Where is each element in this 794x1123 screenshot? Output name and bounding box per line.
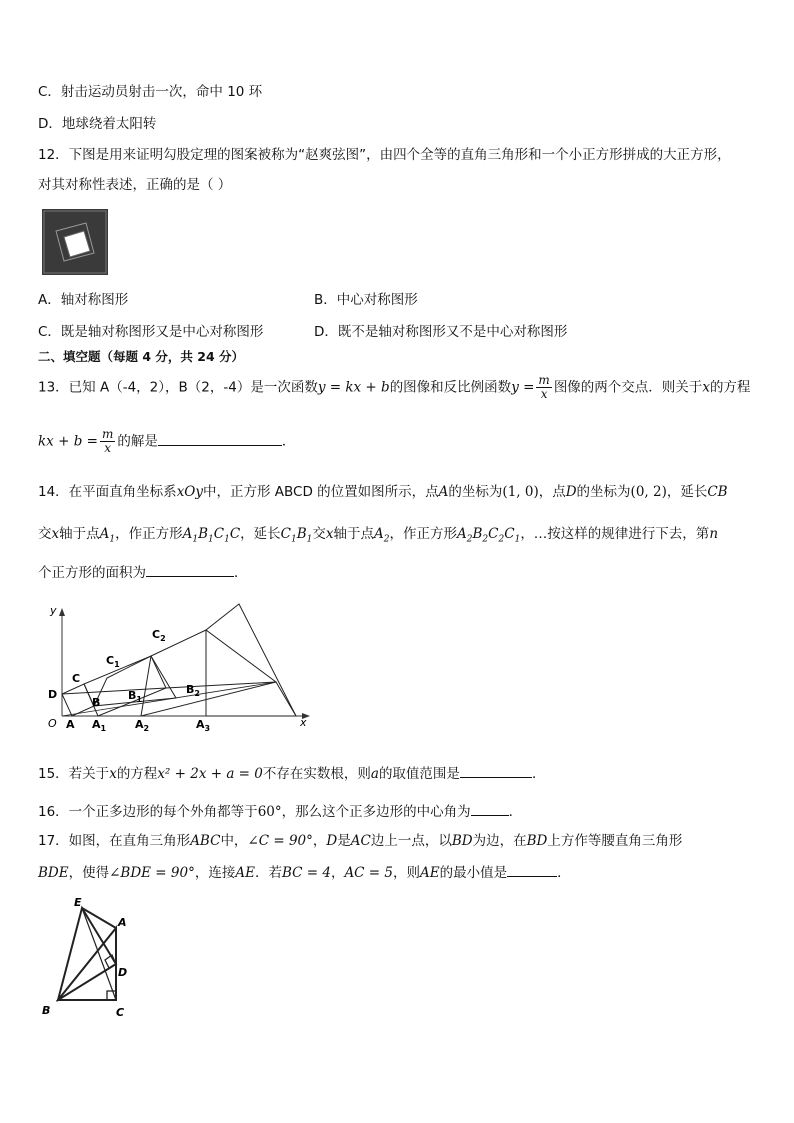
label-c: C bbox=[72, 672, 81, 685]
q12-stem-line2: 对其对称性表述，正确的是（ ） bbox=[38, 177, 232, 193]
q14-answer-blank bbox=[146, 562, 234, 577]
square-abcd bbox=[62, 684, 94, 716]
q17-answer-blank bbox=[507, 862, 557, 877]
q11-option-d: D．地球绕着太阳转 bbox=[38, 116, 157, 132]
label-b2: $B_2$ bbox=[186, 683, 200, 698]
label-e: E bbox=[74, 896, 82, 909]
label-x: x bbox=[300, 716, 307, 729]
label-b1: $B_1$ bbox=[128, 689, 142, 704]
q15-answer-blank bbox=[460, 763, 532, 778]
square-3 bbox=[206, 604, 296, 716]
label-c2: $C_2$ bbox=[152, 628, 166, 643]
q16-answer-blank bbox=[471, 801, 509, 816]
q17-triangle-figure bbox=[38, 894, 138, 1020]
q17-stem-line1: 17．如图，在直角三角形ABC中，∠C = 90°，D是AC边上一点，以BD为边，在BD上方作等腰直角三角形 bbox=[38, 833, 683, 849]
label-a3: $A_3$ bbox=[196, 718, 211, 733]
label-c1: $C_1$ bbox=[106, 654, 120, 669]
label-d: D bbox=[118, 966, 128, 979]
q11-option-c: C．射击运动员射击一次，命中 10 环 bbox=[38, 84, 263, 100]
label-o: O bbox=[48, 717, 57, 730]
q16-stem: 16．一个正多边形的每个外角都等于60°，那么这个正多边形的中心角为 ． bbox=[38, 801, 522, 822]
label-b: B bbox=[42, 1004, 51, 1017]
q12-stem-line1: 12．下图是用来证明勾股定理的图案被称为“赵爽弦图”，由四个全等的直角三角形和一个小正方形拼成的大正方形， bbox=[38, 147, 731, 163]
label-y: y bbox=[50, 604, 57, 617]
label-c: C bbox=[116, 1006, 125, 1019]
section-title-fill-in: 二、填空题（每题 4 分，共 24 分） bbox=[38, 349, 245, 364]
q14-coordinate-figure bbox=[36, 598, 316, 740]
label-a: A bbox=[118, 916, 127, 929]
label-a: A bbox=[66, 718, 75, 731]
q14-stem-line2: 交x轴于点$A_1$，作正方形$A_1B_1C_1C$，延长$C_1B_1$交x轴于点$A_2$，作正方形$A_2B_2C_2C_1$，…按这样的规律进行下去，第n bbox=[38, 526, 719, 545]
label-b: B bbox=[92, 696, 101, 709]
q14-stem-line1: 14．在平面直角坐标系xOy中，正方形 ABCD 的位置如图所示，点A的坐标为(1, 0)，点D的坐标为(0, 2)，延长CB bbox=[38, 484, 728, 500]
q12-option-b: B．中心对称图形 bbox=[314, 292, 418, 308]
q13-stem-line2: kx + b = $\frac{m}{x}$ 的解是 ． bbox=[38, 427, 296, 455]
q12-option-c: C．既是轴对称图形又是中心对称图形 bbox=[38, 324, 264, 340]
q12-option-d: D．既不是轴对称图形又不是中心对称图形 bbox=[314, 324, 568, 340]
zhao-shuang-diagram bbox=[42, 209, 108, 275]
q12-option-a: A．轴对称图形 bbox=[38, 292, 129, 308]
q13-stem-line1: 13．已知 A（-4，2），B（2，-4）是一次函数y = kx + b的图像和反比例函数y = $\frac{m}{x}$ 图像的两个交点．则关于x的方程 bbox=[38, 373, 751, 401]
q13-answer-blank bbox=[158, 431, 282, 446]
label-a1: $A_1$ bbox=[92, 718, 107, 733]
label-d: D bbox=[48, 688, 58, 701]
label-a2: $A_2$ bbox=[135, 718, 150, 733]
q14-stem-line3: 个正方形的面积为 ． bbox=[38, 562, 248, 583]
q15-stem: 15．若关于x的方程x² + 2x + a = 0不存在实数根，则a的取值范围是 ． bbox=[38, 763, 545, 784]
q17-stem-line2: BDE，使得∠BDE = 90°，连接AE．若BC = 4，AC = 5，则AE的最小值是 ． bbox=[38, 862, 571, 883]
